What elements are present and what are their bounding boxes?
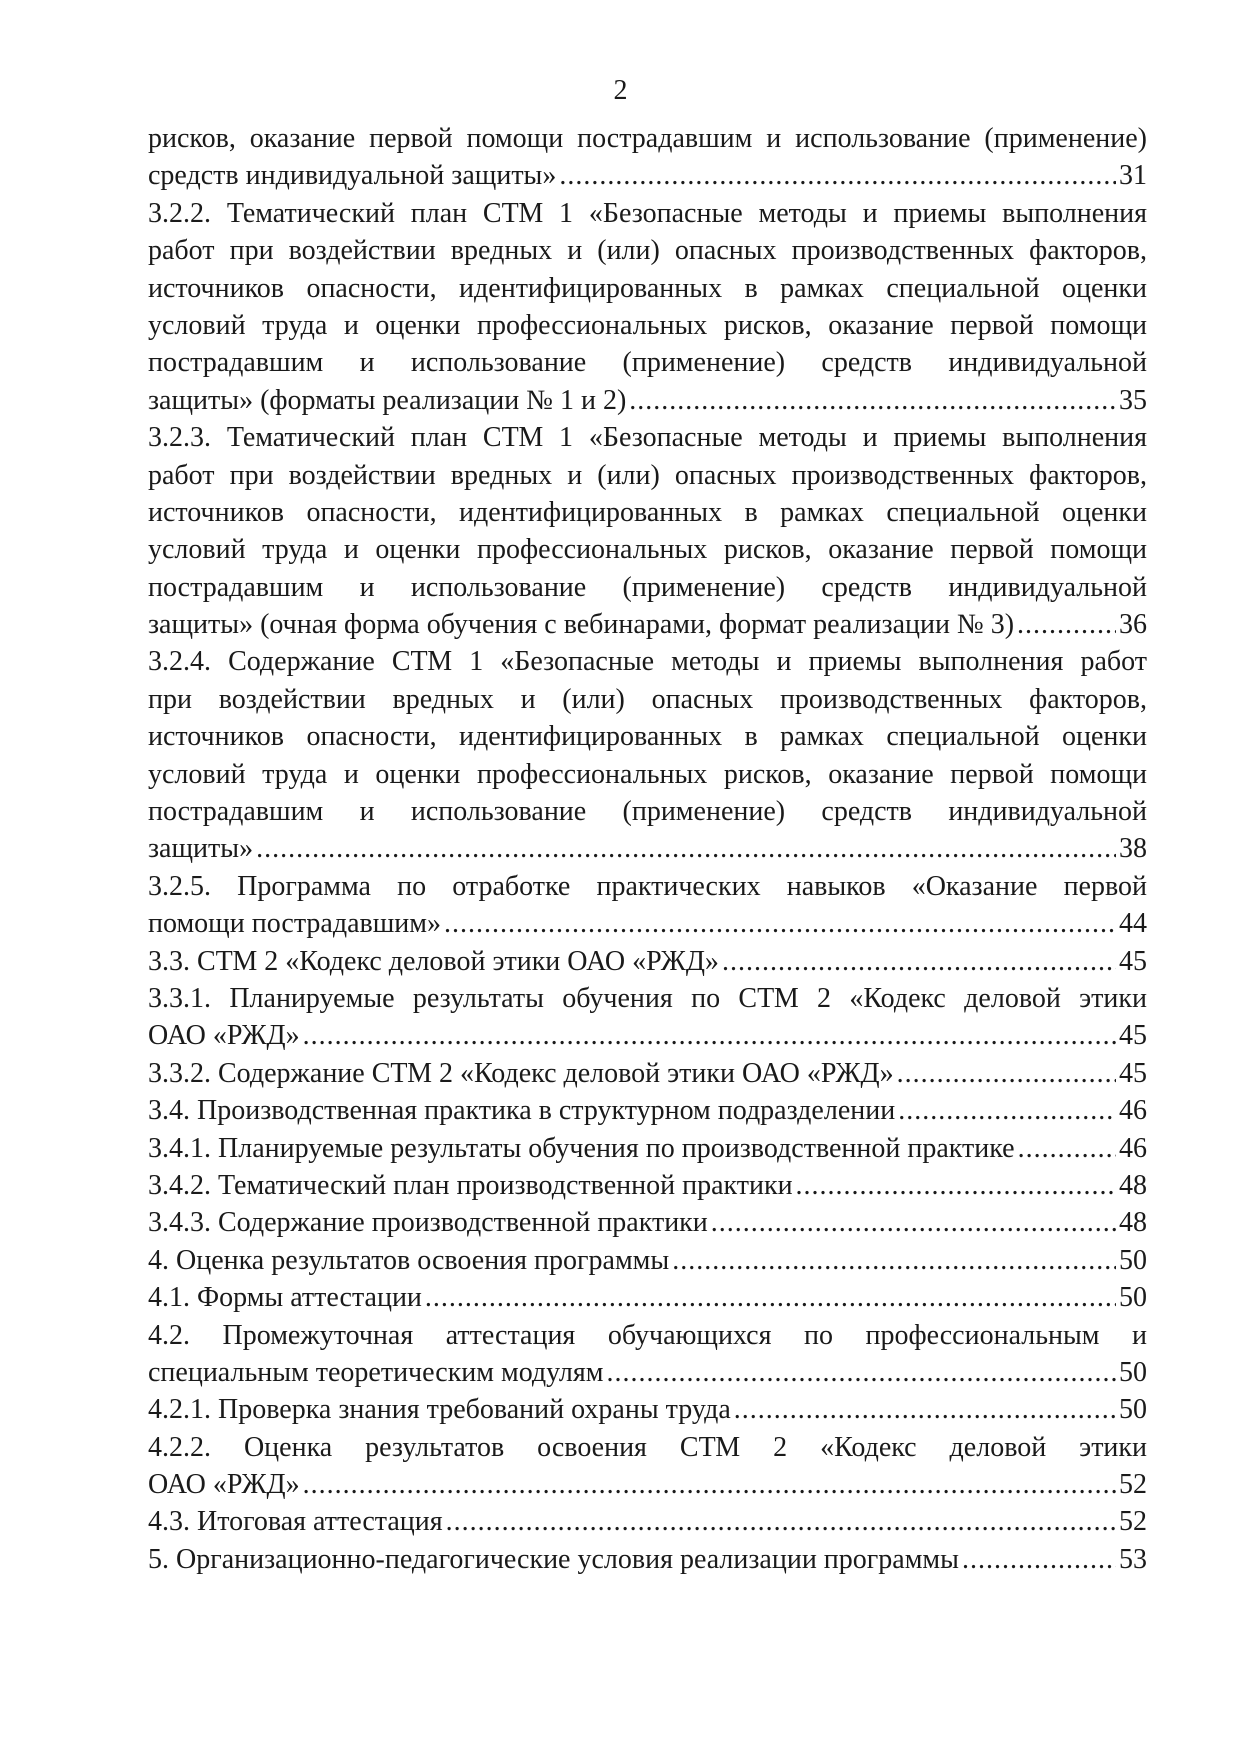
toc-entry-text: 3.4.3. Содержание производственной практики xyxy=(148,1207,708,1239)
toc-entry-final-line xyxy=(148,1242,1147,1279)
toc-entry[interactable] xyxy=(148,1242,1147,1279)
toc-entry-final-line xyxy=(148,1092,1147,1129)
dot-leader xyxy=(444,905,1116,942)
dot-leader xyxy=(962,1541,1116,1578)
toc-entry-line: 4.2. Промежуточная аттестация обучающихся по профессиональным и xyxy=(148,1319,1147,1351)
toc-entry-text: 5. Организационно-педагогические условия реализации программы xyxy=(148,1543,959,1575)
toc-entry-final-line xyxy=(148,1503,1147,1540)
toc-entry-text: 3.4.2. Тематический план производственной практики xyxy=(148,1169,793,1201)
toc-entry[interactable] xyxy=(148,1167,1147,1204)
toc-entry-line: 4.2.2. Оценка результатов освоения СТМ 2 «Кодекс деловой этики xyxy=(148,1431,1147,1463)
toc-page-number: 45 xyxy=(1119,1020,1147,1052)
toc-entry-line: источников опасности, идентифицированных в рамках специальной оценки xyxy=(148,721,1147,753)
toc-entry[interactable] xyxy=(148,1391,1147,1428)
toc-page-number: 45 xyxy=(1119,945,1147,977)
dot-leader xyxy=(722,943,1116,980)
toc-entry-text: 3.4.1. Планируемые результаты обучения по производственной практике xyxy=(148,1132,1015,1164)
toc-entry[interactable] xyxy=(148,419,1147,643)
toc-page-number: 48 xyxy=(1119,1169,1147,1201)
toc-entry[interactable] xyxy=(148,1279,1147,1316)
dot-leader xyxy=(559,157,1116,194)
toc-entry-line: условий труда и оценки профессиональных рисков, оказание первой помощи xyxy=(148,309,1147,341)
dot-leader xyxy=(734,1391,1116,1428)
toc-entry-text: 4. Оценка результатов освоения программы xyxy=(148,1244,670,1276)
toc-entry[interactable] xyxy=(148,1541,1147,1578)
toc-entry-line: пострадавшим и использование (применение) средств индивидуальной xyxy=(148,796,1147,828)
toc-entry-final-line xyxy=(148,1391,1147,1428)
dot-leader xyxy=(1018,1130,1116,1167)
toc-entry-final-line xyxy=(148,1541,1147,1578)
toc-page-number: 48 xyxy=(1119,1207,1147,1239)
dot-leader xyxy=(796,1167,1116,1204)
toc-entry[interactable] xyxy=(148,643,1147,867)
dot-leader xyxy=(1017,606,1116,643)
toc-entry-text: 4.1. Формы аттестации xyxy=(148,1282,422,1314)
toc-entry-text: ОАО «РЖД» xyxy=(148,1020,300,1052)
toc-entry-text: 4.2.1. Проверка знания требований охраны труда xyxy=(148,1394,731,1426)
dot-leader xyxy=(711,1204,1116,1241)
dot-leader xyxy=(629,382,1116,419)
toc-entry-final-line xyxy=(148,1354,1147,1391)
toc-page-number: 31 xyxy=(1119,160,1147,192)
toc-page-number: 50 xyxy=(1119,1394,1147,1426)
toc-entry-line: 3.3.1. Планируемые результаты обучения по СТМ 2 «Кодекс деловой этики xyxy=(148,982,1147,1014)
toc-entry-line: условий труда и оценки профессиональных рисков, оказание первой помощи xyxy=(148,758,1147,790)
toc-entry-line: работ при воздействии вредных и (или) опасных производственных факторов, xyxy=(148,459,1147,491)
toc-page-number: 45 xyxy=(1119,1057,1147,1089)
toc-entry-line: условий труда и оценки профессиональных рисков, оказание первой помощи xyxy=(148,534,1147,566)
toc-entry-final-line xyxy=(148,1167,1147,1204)
toc-entry-final-line xyxy=(148,606,1147,643)
toc-page-number: 46 xyxy=(1119,1095,1147,1127)
toc-entry[interactable] xyxy=(148,120,1147,195)
toc-page-number: 50 xyxy=(1119,1282,1147,1314)
page-number: 2 xyxy=(613,75,628,106)
dot-leader xyxy=(303,1466,1116,1503)
dot-leader xyxy=(303,1017,1116,1054)
toc-entry-final-line xyxy=(148,157,1147,194)
toc-page-number: 52 xyxy=(1119,1506,1147,1538)
toc-entry-final-line xyxy=(148,830,1147,867)
toc-page-number: 38 xyxy=(1119,833,1147,865)
toc-entry[interactable] xyxy=(148,1503,1147,1540)
toc-entry[interactable] xyxy=(148,943,1147,980)
toc-entry[interactable] xyxy=(148,1317,1147,1392)
toc-entry-line: источников опасности, идентифицированных в рамках специальной оценки xyxy=(148,272,1147,304)
toc-entry-line: пострадавшим и использование (применение) средств индивидуальной xyxy=(148,347,1147,379)
toc-page-number: 35 xyxy=(1119,384,1147,416)
toc-entry-text: защиты» (форматы реализации № 1 и 2) xyxy=(148,384,627,416)
toc-entry-line: при воздействии вредных и (или) опасных производственных факторов, xyxy=(148,683,1147,715)
toc-entry-final-line xyxy=(148,1466,1147,1503)
toc-entry-line: пострадавшим и использование (применение) средств индивидуальной xyxy=(148,571,1147,603)
toc-entry-text: специальным теоретическим модулям xyxy=(148,1356,604,1388)
toc-entry-line: 3.2.3. Тематический план СТМ 1 «Безопасные методы и приемы выполнения xyxy=(148,422,1147,454)
toc-entry-text: 3.3. СТМ 2 «Кодекс деловой этики ОАО «РЖД» xyxy=(148,945,719,977)
toc-page-number: 44 xyxy=(1119,908,1147,940)
toc-entry-final-line xyxy=(148,1017,1147,1054)
toc-page-number: 50 xyxy=(1119,1356,1147,1388)
toc-entry[interactable] xyxy=(148,1204,1147,1241)
toc-entry-line: 3.2.2. Тематический план СТМ 1 «Безопасные методы и приемы выполнения xyxy=(148,197,1147,229)
toc-page-number: 52 xyxy=(1119,1469,1147,1501)
toc-entry-final-line xyxy=(148,943,1147,980)
toc-entry-final-line xyxy=(148,1204,1147,1241)
toc-entry-line: источников опасности, идентифицированных в рамках специальной оценки xyxy=(148,496,1147,528)
toc-entry[interactable] xyxy=(148,1092,1147,1129)
toc-entry[interactable] xyxy=(148,868,1147,943)
toc-entry-final-line xyxy=(148,905,1147,942)
toc-page-number: 36 xyxy=(1119,609,1147,641)
toc-page-number: 50 xyxy=(1119,1244,1147,1276)
toc-entry-text: 3.3.2. Содержание СТМ 2 «Кодекс деловой этики ОАО «РЖД» xyxy=(148,1057,894,1089)
table-of-contents xyxy=(148,120,1147,1578)
toc-entry[interactable] xyxy=(148,1130,1147,1167)
dot-leader xyxy=(897,1055,1116,1092)
toc-entry-final-line xyxy=(148,382,1147,419)
toc-entry-text: 4.3. Итоговая аттестация xyxy=(148,1506,443,1538)
toc-entry[interactable] xyxy=(148,195,1147,419)
toc-page-number: 46 xyxy=(1119,1132,1147,1164)
toc-entry-text: помощи пострадавшим» xyxy=(148,908,441,940)
toc-entry-text: ОАО «РЖД» xyxy=(148,1469,300,1501)
dot-leader xyxy=(672,1242,1116,1279)
dot-leader xyxy=(256,830,1116,867)
toc-entry-final-line xyxy=(148,1279,1147,1316)
toc-entry-line: 3.2.5. Программа по отработке практических навыков «Оказание первой xyxy=(148,870,1147,902)
toc-entry-text: защиты» (очная форма обучения с вебинарами, формат реализации № 3) xyxy=(148,609,1015,641)
toc-entry-text: средств индивидуальной защиты» xyxy=(148,160,557,192)
toc-entry-line: 3.2.4. Содержание СТМ 1 «Безопасные методы и приемы выполнения работ xyxy=(148,646,1147,678)
toc-entry-line: работ при воздействии вредных и (или) опасных производственных факторов, xyxy=(148,235,1147,267)
toc-entry[interactable] xyxy=(148,1055,1147,1092)
toc-entry-text: 3.4. Производственная практика в структурном подразделении xyxy=(148,1095,896,1127)
toc-page-number: 53 xyxy=(1119,1543,1147,1575)
toc-entry[interactable] xyxy=(148,980,1147,1055)
dot-leader xyxy=(898,1092,1116,1129)
toc-entry-line: рисков, оказание первой помощи пострадавшим и использование (применение) xyxy=(148,123,1147,154)
dot-leader xyxy=(446,1503,1116,1540)
toc-entry[interactable] xyxy=(148,1429,1147,1504)
dot-leader xyxy=(607,1354,1117,1391)
toc-entry-final-line xyxy=(148,1130,1147,1167)
toc-entry-final-line xyxy=(148,1055,1147,1092)
dot-leader xyxy=(425,1279,1116,1316)
toc-entry-text: защиты» xyxy=(148,833,254,865)
